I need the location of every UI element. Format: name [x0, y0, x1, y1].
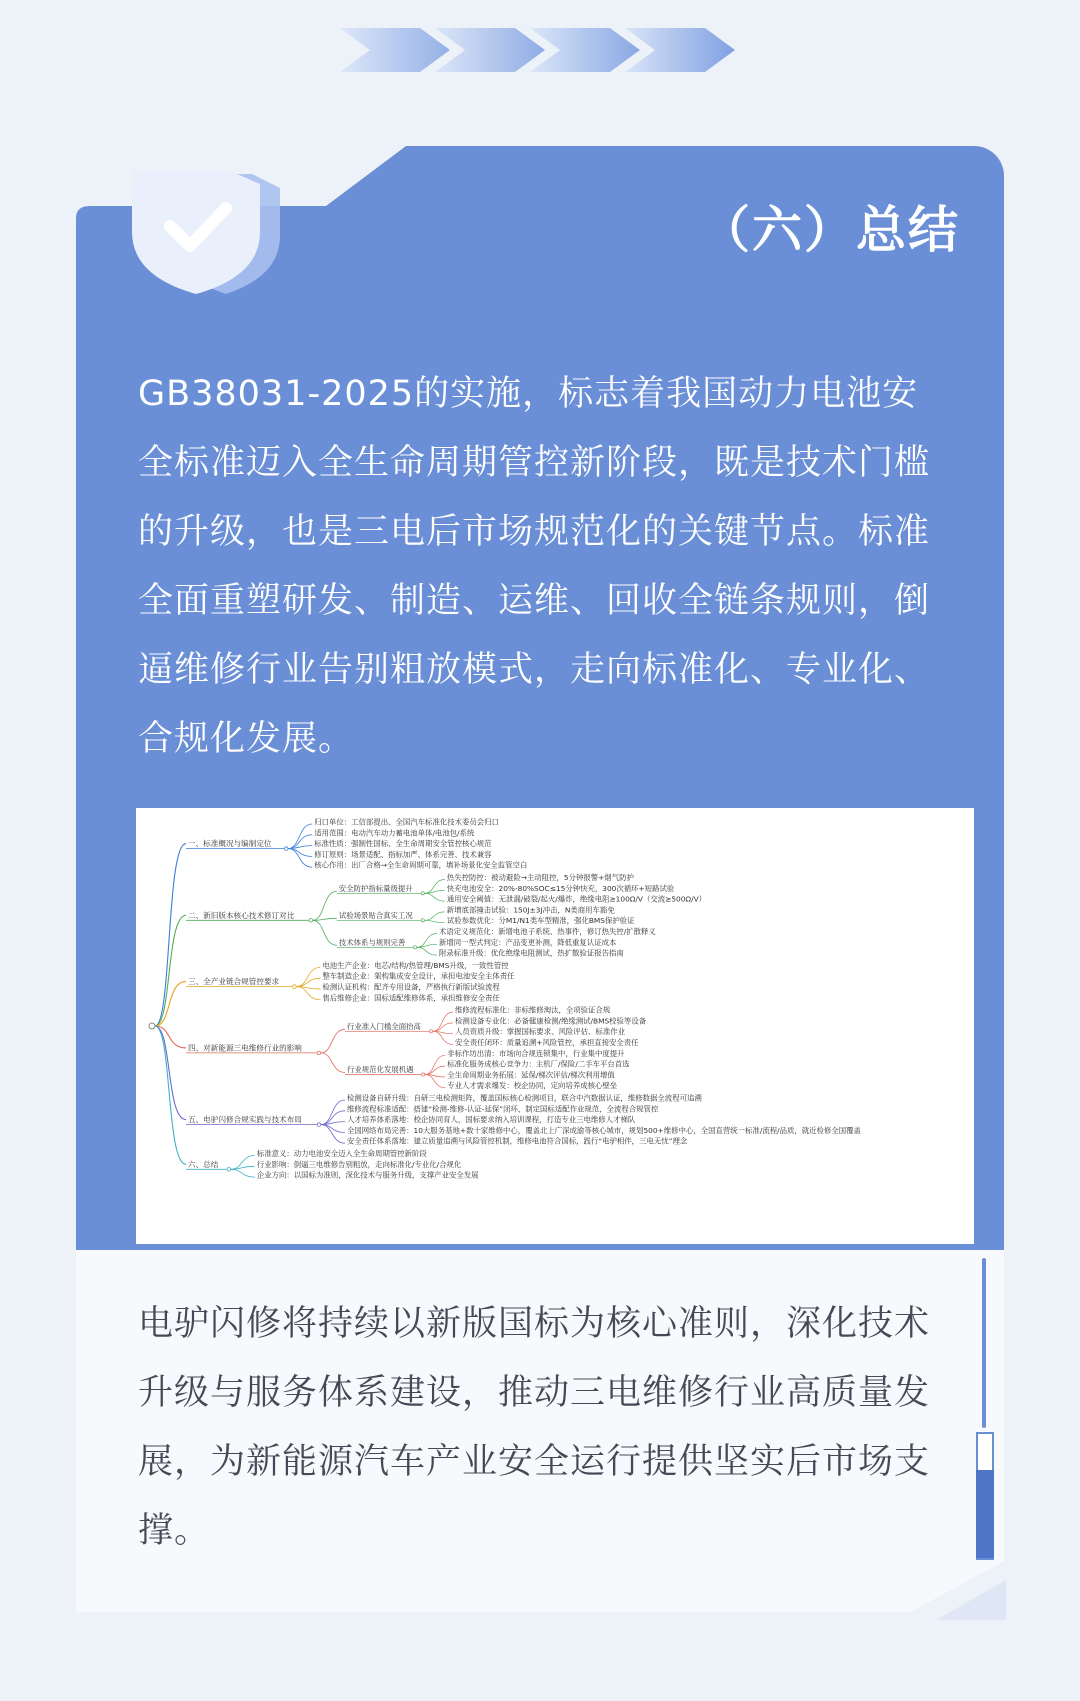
mindmap-branch — [296, 978, 320, 986]
mindmap-branch — [425, 912, 445, 920]
mindmap-branch — [288, 849, 312, 857]
scroll-track[interactable] — [982, 1258, 986, 1428]
mindmap-subcategory: 试验场景贴合真实工况 — [338, 910, 413, 920]
mindmap-branch — [321, 1125, 345, 1133]
mindmap-leaf: 修订原则：场景适配、指标加严、体系完善、技术兼容 — [314, 849, 492, 859]
lead-paragraph: GB38031-2025的实施，标志着我国动力电池安全标准迈入全生命周期管控新阶段，既是技术门槛的升级，也是三电后市场规范化的关键节点。标准全面重塑研发、制造、运维、回收全链条规则，倒逼维修行业告别粗放模式，走向标准化、专业化、合规化发展。 — [138, 374, 931, 759]
scroll-thumb[interactable] — [976, 1470, 994, 1558]
mindmap-leaf: 非标作坊出清：市场向合规连锁集中，行业集中度提升 — [447, 1048, 625, 1058]
mindmap-leaf: 维修流程标准适配：搭建“检测-维修-认证-延保”闭环，制定国标适配作业规范，全流程合规管控 — [347, 1104, 659, 1114]
mindmap-category: 六、总结 — [188, 1159, 219, 1169]
mindmap-branch — [321, 1029, 345, 1053]
mindmap-branch — [288, 846, 312, 849]
mindmap-branch — [231, 1169, 255, 1177]
mindmap-branch — [417, 944, 437, 947]
mindmap-branch — [313, 920, 337, 945]
mindmap-image — [136, 808, 974, 1244]
mindmap-category: 三、全产业链合规管控要求 — [188, 977, 280, 987]
mindmap-node — [227, 1168, 231, 1172]
closing-paragraph: 电驴闪修将持续以新版国标为核心准则，深化技术升级与服务体系建设，推动三电维修行业高质量发展，为新能源汽车产业安全运行提供坚实后市场支撑。 — [138, 1304, 931, 1551]
mindmap-leaf: 术语定义规范化：新增电池子系统、热事件，修订热失控/扩散释义 — [439, 927, 656, 936]
mindmap-branch — [321, 1100, 345, 1125]
mindmap-node — [284, 847, 288, 851]
mindmap-root-node — [149, 1023, 155, 1029]
mindmap-branch — [296, 967, 320, 986]
mindmap-node — [309, 919, 313, 923]
mindmap-leaf: 企业方向：以国标为准则，深化技术与服务升级，支撑产业安全发展 — [256, 1170, 479, 1180]
mindmap-leaf: 行业影响：倒逼三电维修告别粗放，走向标准化/专业化/合规化 — [256, 1159, 462, 1169]
mindmap-branch — [231, 1166, 255, 1169]
mindmap-leaf: 全国网络布局完善：10大服务基地+数十家维修中心，覆盖北上广深成渝等核心城市，规划500+维修中心，全国直营统一标准/流程/品质，就近检修全国覆盖 — [347, 1125, 861, 1135]
mindmap-leaf: 热失控防控：被动避险→主动阻控，5分钟报警+烟气防护 — [446, 873, 634, 882]
mindmap-leaf: 维修流程标准化：非标维修淘汰，全项验证合规 — [455, 1005, 611, 1015]
mindmap-subcategory: 行业准入门槛全面抬高 — [347, 1021, 421, 1031]
mindmap-branch — [417, 947, 437, 955]
mindmap-node — [413, 946, 416, 949]
mindmap-category: 一、标准概况与编制定位 — [188, 839, 272, 849]
mindmap-leaf: 适用范围：电动汽车动力蓄电池单体/电池包/系统 — [314, 828, 475, 838]
mindmap-branch — [288, 824, 312, 849]
mindmap-node — [429, 1030, 432, 1033]
mindmap-leaf: 人员资质升级：掌握国标要求、风险评估、标准作业 — [455, 1027, 625, 1037]
mindmap-subcategory: 技术体系与规则完善 — [338, 937, 406, 947]
mindmap-leaf: 专业人才需求爆发：校企协同，定向培养成核心壁垒 — [447, 1081, 618, 1091]
chevron-arrows-icon — [340, 22, 740, 78]
mindmap-node — [421, 919, 424, 922]
mindmap-leaf: 安全责任闭环：质量追溯+风险管控，承担直接安全责任 — [455, 1038, 639, 1047]
shield-check-icon — [132, 166, 292, 296]
mindmap-branch — [155, 915, 186, 1026]
mindmap-branch — [425, 920, 445, 922]
mindmap-leaf: 全生命周期业务拓展：延保/梯次评估/梯次利用增值 — [447, 1070, 615, 1080]
mindmap-leaf: 新增同一型式判定：产品变更补测，降低重复认证成本 — [439, 937, 617, 947]
mindmap-leaf: 检测认证机构：配齐专用设备，严格执行新版试验流程 — [322, 982, 500, 992]
mindmap-branch — [321, 1125, 345, 1144]
mindmap-node — [293, 985, 297, 989]
mindmap-branch — [425, 1066, 445, 1074]
mindmap-subcategory: 安全防护指标量级提升 — [338, 883, 413, 893]
mindmap-leaf: 安全责任体系落地：建立质量追溯与风险管控机制，维修电池符合国标，践行“电驴相伴，三电无忧”理念 — [347, 1136, 688, 1146]
mindmap-leaf: 整车制造企业：架构集成安全设计，承担电池安全主体责任 — [322, 971, 515, 981]
mindmap-leaf: 通用安全阈值：无泄漏/破裂/起火/爆炸，绝缘电阻≥100Ω/V（交流≥500Ω/V） — [446, 894, 707, 904]
mindmap-branch — [321, 1053, 345, 1073]
mindmap-branch — [425, 893, 445, 901]
mindmap-leaf: 标准化服务成核心竞争力：主机厂/保险/二手车平台首选 — [447, 1059, 630, 1069]
mindmap-leaf: 标准性质：强制性国标、全生命周期安全管控核心规范 — [314, 839, 492, 849]
mindmap-branch — [433, 1023, 453, 1031]
mindmap-node — [421, 892, 424, 895]
mindmap-leaf: 新增底部撞击试验：150J±3J冲击，N类商用车豁免 — [446, 905, 615, 915]
mindmap-node — [317, 1051, 321, 1055]
mindmap-leaf: 检测设备专业化：必备健康检测/绝缘测试/BMS校验等设备 — [455, 1016, 647, 1026]
mindmap-leaf: 归口单位：工信部提出、全国汽车标准化技术委员会归口 — [314, 817, 499, 827]
mindmap-branch — [313, 891, 337, 920]
mindmap-leaf: 核心作用：出厂合格→全生命周期可靠，填补场景化安全监管空白 — [314, 860, 528, 870]
mindmap-subcategory: 行业规范化发展机遇 — [347, 1065, 414, 1074]
mindmap-branch — [425, 1055, 445, 1074]
mindmap-node — [317, 1123, 321, 1127]
mindmap-branch — [288, 849, 312, 868]
mindmap-branch — [321, 1122, 345, 1125]
mindmap-branch — [425, 890, 445, 893]
mindmap-category: 四、对新能源三电维修行业的影响 — [188, 1043, 302, 1053]
mindmap-leaf: 电池生产企业：电芯/结构/热管理/BMS升级，一致性管控 — [322, 960, 509, 970]
mindmap-node — [422, 1073, 425, 1076]
mindmap-leaf: 附录标准升级：优化绝缘电阻测试，热扩散验证报告指南 — [439, 948, 624, 958]
mindmap-branch — [155, 1026, 186, 1164]
mindmap-leaf: 试验参数优化：分M1/N1类车型精准，强化BMS保护验证 — [446, 916, 635, 926]
mindmap-category: 五、电驴闪修合规实践与技术布局 — [188, 1115, 302, 1125]
mindmap-leaf: 快充电池安全：20%-80%SOC≤15分钟快充，300次循环+短路试验 — [446, 883, 675, 893]
mindmap-leaf: 标准意义：动力电池安全迈入全生命周期管控新阶段 — [256, 1149, 427, 1158]
mindmap-category: 二、新旧版本核心技术修订对比 — [188, 910, 295, 920]
panel-corner-decoration — [896, 1560, 1006, 1620]
section-title: （六）总结 — [700, 201, 960, 259]
mindmap-branch — [433, 1012, 453, 1031]
mindmap-leaf: 人才培养体系落地：校企协同育人，国标要求纳入培训课程，打造专业三电维修人才梯队 — [347, 1115, 636, 1125]
mindmap-leaf: 售后维修企业：国标适配维修体系，承担维修安全责任 — [322, 993, 500, 1003]
mindmap-leaf: 检测设备自研升级：自研三电检测矩阵，覆盖国标核心检测项目，联合中汽数据认证，维修数据全流程可追溯 — [347, 1093, 702, 1103]
